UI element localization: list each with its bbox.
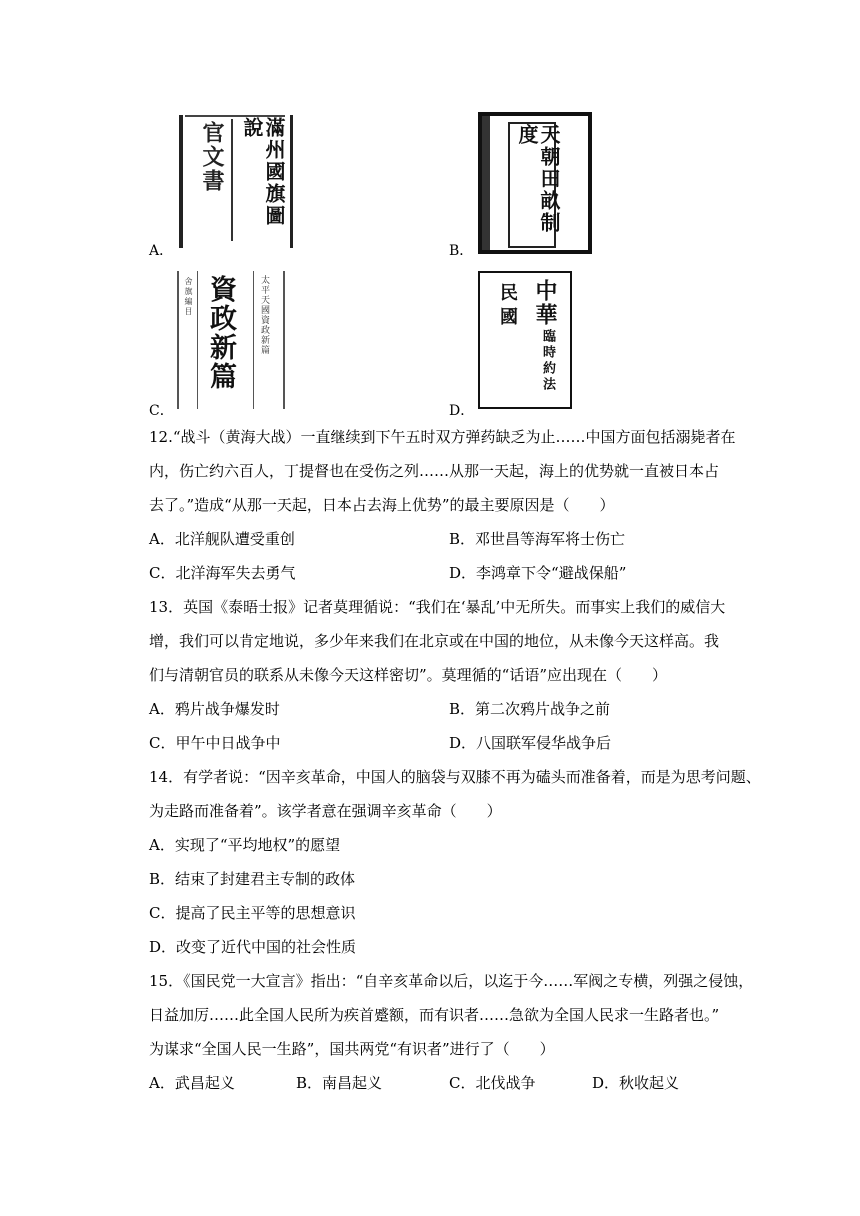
question-12-line-3: 去了。”造成“从那一天起，日本占去海上优势”的最主要原因是（ ） xyxy=(149,496,615,514)
question-12-option-a: A．北洋舰队遭受重创 xyxy=(149,530,295,548)
option-c-side-right: 太平天國資政新篇 xyxy=(259,275,269,355)
option-a-side-text: 官文書 xyxy=(199,121,225,193)
question-14 xyxy=(149,767,761,957)
option-b-letter: B． xyxy=(449,243,474,259)
question-14-option-d: D．改变了近代中国的社会性质 xyxy=(149,938,357,956)
option-d-col1: 中華 xyxy=(532,279,558,327)
question-15-option-a: A．武昌起义 xyxy=(149,1074,235,1092)
option-b-image xyxy=(478,112,592,254)
question-13-option-b: B．第二次鸦片战争之前 xyxy=(449,700,611,718)
question-14-option-c: C．提高了民主平等的思想意识 xyxy=(149,904,356,922)
option-a-letter: A． xyxy=(149,243,174,259)
question-15-line-2: 日益加厉……此全国人民所为疾首蹙额，而有识者……急欲为全国人民求一生路者也。” xyxy=(149,1006,720,1024)
question-13 xyxy=(149,597,749,767)
question-15-option-b: B．南昌起义 xyxy=(296,1074,383,1092)
question-14-line-1: 14．有学者说：“因辛亥革命，中国人的脑袋与双膝不再为磕头而准备着，而是为思考问题、 xyxy=(149,768,761,786)
question-12-option-c: C．北洋海军失去勇气 xyxy=(149,564,296,582)
option-c-image xyxy=(177,271,285,409)
question-15-option-c: C．北伐战争 xyxy=(449,1074,536,1092)
option-d-col2: 民國 xyxy=(497,283,518,331)
option-c-cover-text: 資政新篇 xyxy=(205,275,236,391)
question-12-option-b: B．邓世昌等海军将士伤亡 xyxy=(449,530,626,548)
option-d-letter: D． xyxy=(449,403,475,419)
option-a-image xyxy=(179,115,293,248)
option-d-image xyxy=(478,271,572,409)
option-d-col3: 臨時約法 xyxy=(540,329,555,393)
option-c-letter: C． xyxy=(149,403,174,419)
question-13-line-1: 13．英国《泰晤士报》记者莫理循说：“我们在‘暴乱’中无所失。而事实上我们的威信大 xyxy=(149,598,726,616)
question-13-line-3: 们与清朝官员的联系从未像今天这样密切”。莫理循的“话语”应出现在（ ） xyxy=(149,666,668,684)
question-13-line-2: 增，我们可以肯定地说，多少年来我们在北京或在中国的地位，从未像今天这样高。我 xyxy=(149,632,720,650)
question-14-option-b: B．结束了封建君主专制的政体 xyxy=(149,870,356,888)
question-12-line-2: 内，伤亡约六百人，丁提督也在受伤之列……从那一天起，海上的优势就一直被日本占 xyxy=(149,462,720,480)
option-a-cover-text: 滿州國旗圖說 xyxy=(240,117,286,227)
question-12 xyxy=(149,427,749,617)
question-13-option-c: C．甲午中日战争中 xyxy=(149,734,281,752)
question-12-option-d: D．李鸿章下令“避战保船” xyxy=(449,564,627,582)
option-b-cover-text: 天朝田畝制度 xyxy=(515,124,561,234)
question-13-option-d: D．八国联军侵华战争后 xyxy=(449,734,612,752)
question-12-line-1: 12.“战斗（黄海大战）一直继续到下午五时双方弹药缺乏为止……中国方面包括溺毙者在 xyxy=(149,428,736,446)
question-14-option-a: A．实现了“平均地权”的愿望 xyxy=(149,836,341,854)
question-14-line-2: 为走路而准备着”。该学者意在强调辛亥革命（ ） xyxy=(149,802,502,820)
question-15-option-d: D．秋收起义 xyxy=(592,1074,680,1092)
question-15-line-1: 15．《国民党一大宣言》指出：“自辛亥革命以后，以迄于今……军阀之专横，列强之侵蚀， xyxy=(149,972,754,990)
option-c-side-left: 舍旗編目 xyxy=(184,277,193,317)
question-15-line-3: 为谋求“全国人民一生路”，国共两党“有识者”进行了（ ） xyxy=(149,1040,555,1058)
question-15 xyxy=(149,971,754,1101)
question-13-option-a: A．鸦片战争爆发时 xyxy=(149,700,280,718)
